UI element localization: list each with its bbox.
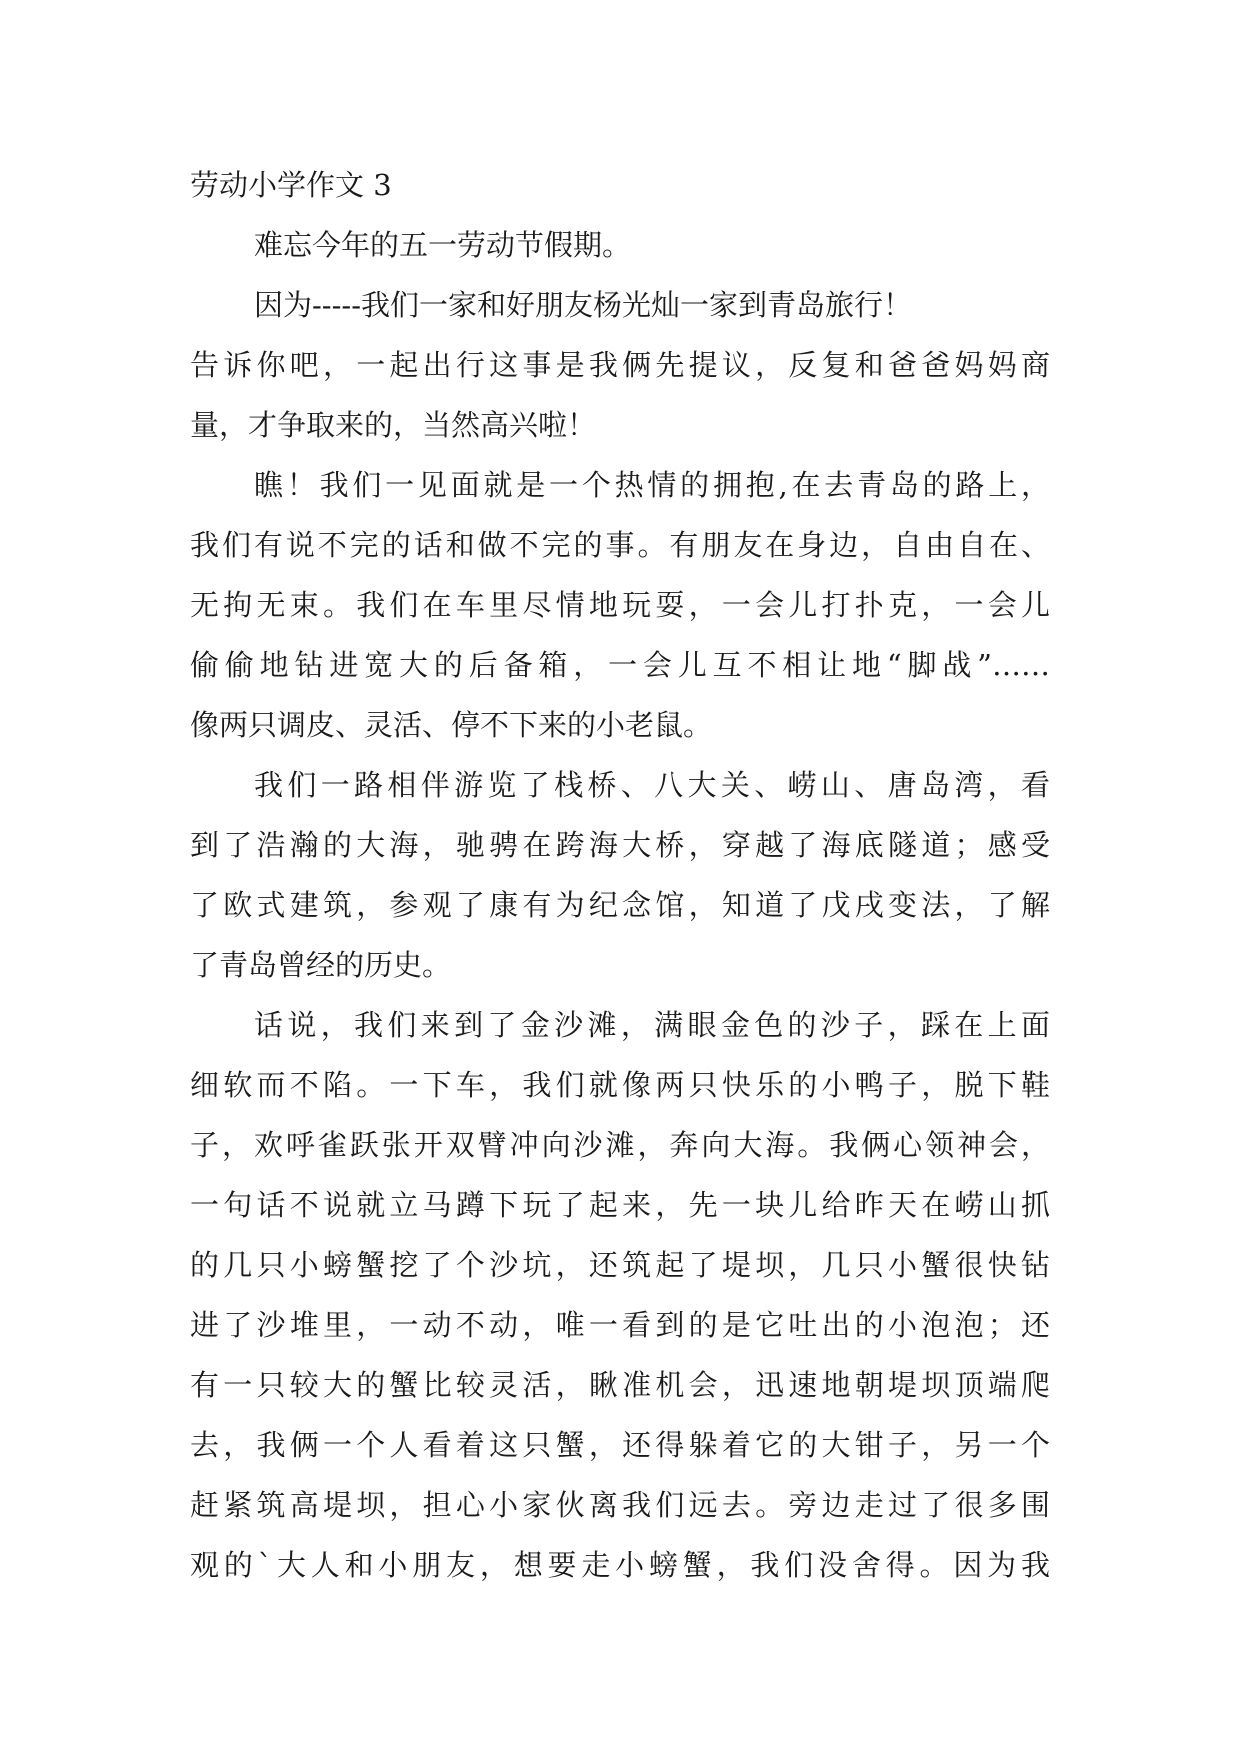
text-line: 量，才争取来的，当然高兴啦！	[190, 408, 597, 442]
paragraph-5	[190, 995, 1050, 1595]
text-line: 偷偷地钻进宽大的后备箱，一会儿互不相让地“脚战”……	[190, 648, 1050, 682]
text-line: 瞧！我们一见面就是一个热情的拥抱,在去青岛的路上，	[254, 468, 1050, 502]
text-line: 难忘今年的五一劳动节假期。	[254, 228, 632, 262]
text-line: 因为-----我们一家和好朋友杨光灿一家到青岛旅行！	[254, 288, 912, 322]
paragraph-1	[190, 215, 1050, 275]
text-line: 子，欢呼雀跃张开双臂冲向沙滩，奔向大海。我俩心领神会，	[190, 1128, 1050, 1162]
text-line: 进了沙堆里，一动不动，唯一看到的是它吐出的小泡泡；还	[190, 1308, 1050, 1342]
text-line: 我们一路相伴游览了栈桥、八大关、崂山、唐岛湾，看	[254, 768, 1050, 802]
text-line: 观的`大人和小朋友，想要走小螃蟹，我们没舍得。因为我	[190, 1548, 1050, 1582]
text-line: 了欧式建筑，参观了康有为纪念馆，知道了戊戌变法，了解	[190, 888, 1050, 922]
text-line: 的几只小螃蟹挖了个沙坑，还筑起了堤坝，几只小蟹很快钻	[190, 1248, 1050, 1282]
paragraph-3	[190, 455, 1050, 755]
text-line: 到了浩瀚的大海，驰骋在跨海大桥，穿越了海底隧道；感受	[190, 828, 1050, 862]
text-line: 一句话不说就立马蹲下玩了起来，先一块儿给昨天在崂山抓	[190, 1188, 1050, 1222]
text-line: 我们有说不完的话和做不完的事。有朋友在身边，自由自在、	[190, 528, 1050, 562]
text-line: 有一只较大的蟹比较灵活，瞅准机会，迅速地朝堤坝顶端爬	[190, 1368, 1050, 1402]
text-line: 了青岛曾经的历史。	[190, 948, 452, 982]
document-body	[190, 155, 1050, 1595]
text-line: 话说，我们来到了金沙滩，满眼金色的沙子，踩在上面	[254, 1008, 1050, 1042]
text-line: 赶紧筑高堤坝，担心小家伙离我们远去。旁边走过了很多围	[190, 1488, 1050, 1522]
text-line: 细软而不陷。一下车，我们就像两只快乐的小鸭子，脱下鞋	[190, 1068, 1050, 1102]
document-title: 劳动小学作文 3	[190, 168, 392, 202]
paragraph-2	[190, 275, 1050, 455]
text-line: 告诉你吧，一起出行这事是我俩先提议，反复和爸爸妈妈商	[190, 348, 1050, 382]
text-line: 无拘无束。我们在车里尽情地玩耍，一会儿打扑克，一会儿	[190, 588, 1050, 622]
paragraph-4	[190, 755, 1050, 995]
text-line: 去，我俩一个人看着这只蟹，还得躲着它的大钳子，另一个	[190, 1428, 1050, 1462]
text-line: 像两只调皮、灵活、停不下来的小老鼠。	[190, 708, 713, 742]
